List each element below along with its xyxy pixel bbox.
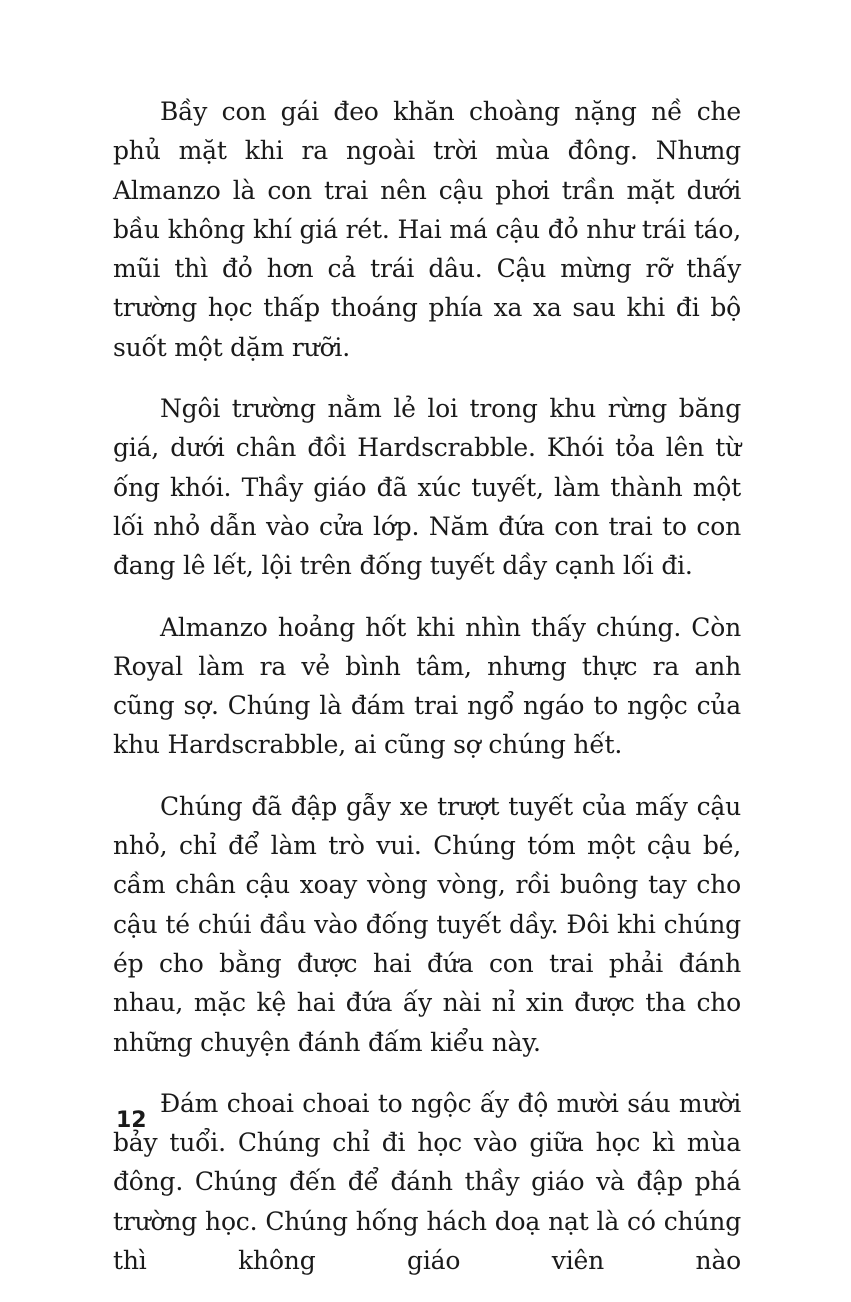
paragraph-2: Ngôi trường nằm lẻ loi trong khu rừng băng giá, dưới chân đồi Hardscrabble. Khói tỏa lên từ ống khói. Thầy giáo đã xúc tuyết, làm thành một lối nhỏ dẫn vào cửa lớp. Năm đứa con trai to con đang lê lết, lội trên đống tuyết dầy cạnh lối đi. — [113, 394, 741, 581]
paragraph-1: Bầy con gái đeo khăn choàng nặng nề che phủ mặt khi ra ngoài trời mùa đông. Nhưng Almanzo là con trai nên cậu phơi trần mặt dưới bầu không khí giá rét. Hai má cậu đỏ như trái táo, mũi thì đỏ hơn cả trái dâu. Cậu mừng rỡ thấy trường học thấp thoáng phía xa xa sau khi đi bộ suốt một dặm rưỡi. — [113, 97, 741, 362]
body-text — [113, 92, 741, 1302]
paragraph-5: Đám choai choai to ngộc ấy độ mười sáu mười bảy tuổi. Chúng chỉ đi học vào giữa học kì mùa đông. Chúng đến để đánh thầy giáo và đập phá trường học. Chúng hống hách doạ nạt là có chúng thì không giáo viên nào — [113, 1088, 741, 1276]
page-number: 12 — [116, 1108, 147, 1133]
paragraph-4: Chúng đã đập gẫy xe trượt tuyết của mấy cậu nhỏ, chỉ để làm trò vui. Chúng tóm một cậu bé, cầm chân cậu xoay vòng vòng, rồi buông tay cho cậu té chúi đầu vào đống tuyết dầy. Đôi khi chúng ép cho bằng được hai đứa con trai phải đánh nhau, mặc kệ hai đứa ấy nài nỉ xin được tha cho những chuyện đánh đấm kiểu này. — [113, 791, 741, 1057]
paragraph-3: Almanzo hoảng hốt khi nhìn thấy chúng. Còn Royal làm ra vẻ bình tâm, nhưng thực ra anh cũng sợ. Chúng là đám trai ngổ ngáo to ngộc của khu Hardscrabble, ai cũng sợ chúng hết. — [113, 612, 741, 760]
